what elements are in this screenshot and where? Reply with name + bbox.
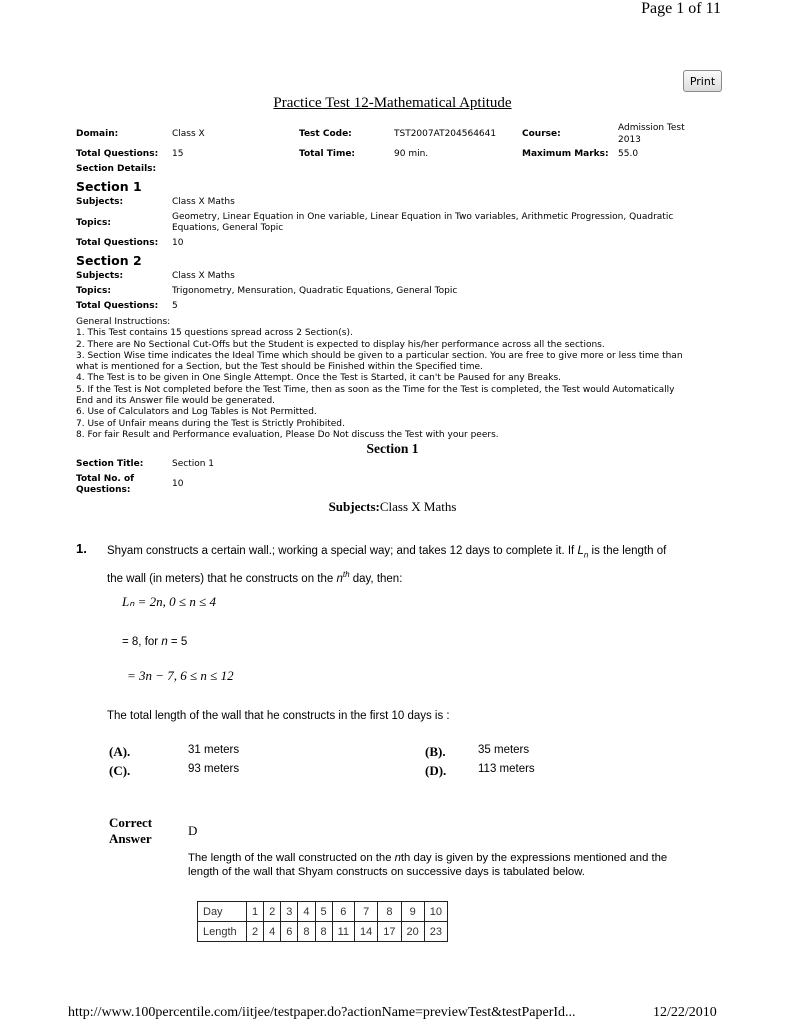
page-number: Page 1 of 11	[641, 0, 721, 17]
explanation	[188, 851, 718, 879]
total-no-label-line1: Total No. of	[76, 474, 135, 484]
day-length-table	[197, 901, 448, 942]
table-cell: 1	[247, 902, 264, 922]
table-cell: 2	[264, 902, 281, 922]
section1-topics-label: Topics:	[76, 218, 111, 228]
option-a-value: 31 meters	[188, 744, 240, 756]
footer-url: http://www.100percentile.com/iitjee/testpaper.do?actionName=previewTest&testPaperId...	[68, 1005, 576, 1020]
table-cell: Length	[198, 922, 247, 942]
correct-answer-label: Correct Answer	[109, 815, 153, 846]
total-time-value: 90 min.	[394, 149, 429, 159]
instruction-line: what is mentioned for a Section, but the Test should be Finished within the Specified time.	[76, 362, 483, 373]
section-details-label: Section Details:	[76, 164, 157, 174]
test-code-value: TST2007AT204564641	[394, 129, 497, 139]
total-no-label-line2: Questions:	[76, 485, 131, 495]
section2-topics-value: Trigonometry, Mensuration, Quadratic Equations, General Topic	[172, 286, 458, 296]
explanation-line2: length of the wall that Shyam constructs on successive days is tabulated below.	[188, 866, 585, 878]
instruction-line: 6. Use of Calculators and Log Tables is Not Permitted.	[76, 407, 317, 418]
total-questions-label: Total Questions:	[76, 149, 159, 159]
section2-subjects-label: Subjects:	[76, 271, 124, 281]
footer-date: 12/22/2010	[653, 1005, 717, 1020]
general-instructions	[76, 317, 716, 441]
table-cell: 6	[332, 902, 354, 922]
formula-2: = 8, for n = 5	[122, 636, 188, 648]
instruction-line: 2. There are No Sectional Cut-Offs but the Student is expected to display his/her performance across all the sections.	[76, 339, 605, 350]
table-cell: Day	[198, 902, 247, 922]
section1-topics-line1: Geometry, Linear Equation in One variable, Linear Equation in Two variables, Arithmetic Progression, Quadratic	[172, 212, 674, 222]
instructions-heading: General Instructions:	[76, 317, 171, 327]
total-questions-value: 15	[172, 149, 184, 159]
test-title: Practice Test 12-Mathematical Aptitude	[273, 95, 512, 111]
table-cell: 2	[247, 922, 264, 942]
subjects-line	[0, 499, 785, 515]
section2-heading: Section 2	[76, 253, 142, 268]
test-code-label: Test Code:	[299, 129, 352, 139]
option-a-label: (A).	[109, 744, 131, 759]
option-c-label: (C).	[109, 763, 131, 778]
question-prompt: The total length of the wall that he constructs in the first 10 days is :	[107, 710, 450, 722]
instruction-line: 1. This Test contains 15 questions spread across 2 Section(s).	[76, 328, 353, 339]
table-cell: 10	[424, 902, 447, 922]
table-cell: 8	[315, 922, 332, 942]
explanation-line1: The length of the wall constructed on the nth day is given by the expressions mentioned and the	[188, 852, 668, 864]
question-text-line1: Shyam constructs a certain wall.; working a special way; and takes 12 days to complete it. If $L_n$ is the length of	[107, 545, 667, 560]
table-cell: 8	[378, 902, 401, 922]
table-cell: 23	[424, 922, 447, 942]
subjects-line-label: Subjects:	[328, 499, 380, 514]
correct-answer-value: D	[188, 823, 198, 838]
section2-total-value: 5	[172, 301, 178, 311]
option-b-label: (B).	[425, 744, 446, 759]
section2-topics-label: Topics:	[76, 286, 111, 296]
table-cell: 8	[298, 922, 315, 942]
table-row-day	[198, 902, 448, 922]
table-cell: 17	[378, 922, 401, 942]
section1-total-value: 10	[172, 238, 184, 248]
instruction-line: 7. Use of Unfair means during the Test is Strictly Prohibited.	[76, 418, 345, 429]
section-block-heading: Section 1	[366, 441, 419, 456]
subjects-line-value: Class X Maths	[379, 499, 457, 514]
table-cell: 5	[315, 902, 332, 922]
table-cell: 3	[281, 902, 298, 922]
instruction-line: 3. Section Wise time indicates the Ideal Time which should be given to a particular section. You are free to give more or less time than	[76, 350, 683, 361]
option-d-label: (D).	[425, 763, 447, 778]
section2-total-label: Total Questions:	[76, 301, 159, 311]
option-b-value: 35 meters	[478, 744, 530, 756]
course-value-line2: 2013	[618, 135, 641, 145]
table-cell: 14	[355, 922, 378, 942]
formula-3: = 3n − 7, 6 ≤ n ≤ 12	[127, 668, 234, 683]
formula-1: Lₙ = 2n, 0 ≤ n ≤ 4	[122, 594, 216, 609]
table-cell: 4	[264, 922, 281, 942]
print-button[interactable]: Print	[683, 70, 722, 92]
course-value-line1: Admission Test	[618, 123, 685, 133]
table-cell: 4	[298, 902, 315, 922]
section1-heading: Section 1	[76, 179, 142, 194]
question-text-line2: the wall (in meters) that he constructs on the $n^{th}$ day, then:	[107, 570, 403, 586]
max-marks-value: 55.0	[618, 149, 639, 159]
question-number: 1.	[76, 541, 87, 556]
max-marks-label: Maximum Marks:	[522, 149, 609, 159]
table-cell: 9	[401, 902, 424, 922]
option-d-value: 113 meters	[478, 763, 535, 775]
table-cell: 11	[332, 922, 354, 942]
total-no-value: 10	[172, 479, 184, 489]
section1-subjects-label: Subjects:	[76, 197, 124, 207]
table-cell: 6	[281, 922, 298, 942]
section-title-value: Section 1	[172, 459, 215, 469]
option-c-value: 93 meters	[188, 763, 240, 775]
section2-subjects-value: Class X Maths	[172, 271, 235, 281]
section-title-label: Section Title:	[76, 459, 144, 469]
instruction-line: 4. The Test is to be given in One Single Attempt. Once the Test is Started, it can't be Paused for any Breaks.	[76, 373, 561, 384]
section1-topics-line2: Equations, General Topic	[172, 223, 284, 233]
course-label: Course:	[522, 129, 561, 139]
table-row-length	[198, 922, 448, 942]
instruction-line: 5. If the Test is Not completed before the Test Time, then as soon as the Time for the Test is completed, the Test would Automatically	[76, 384, 675, 395]
instruction-line: End and its Answer file would be generated.	[76, 396, 276, 407]
section1-total-label: Total Questions:	[76, 238, 159, 248]
domain-label: Domain:	[76, 129, 119, 139]
table-cell: 20	[401, 922, 424, 942]
total-time-label: Total Time:	[299, 149, 356, 159]
domain-value: Class X	[172, 129, 205, 139]
instruction-line: 8. For fair Result and Performance evaluation, Please Do Not discuss the Test with your peers.	[76, 429, 499, 440]
section1-subjects-value: Class X Maths	[172, 197, 235, 207]
table-cell: 7	[355, 902, 378, 922]
question-text	[107, 541, 707, 589]
